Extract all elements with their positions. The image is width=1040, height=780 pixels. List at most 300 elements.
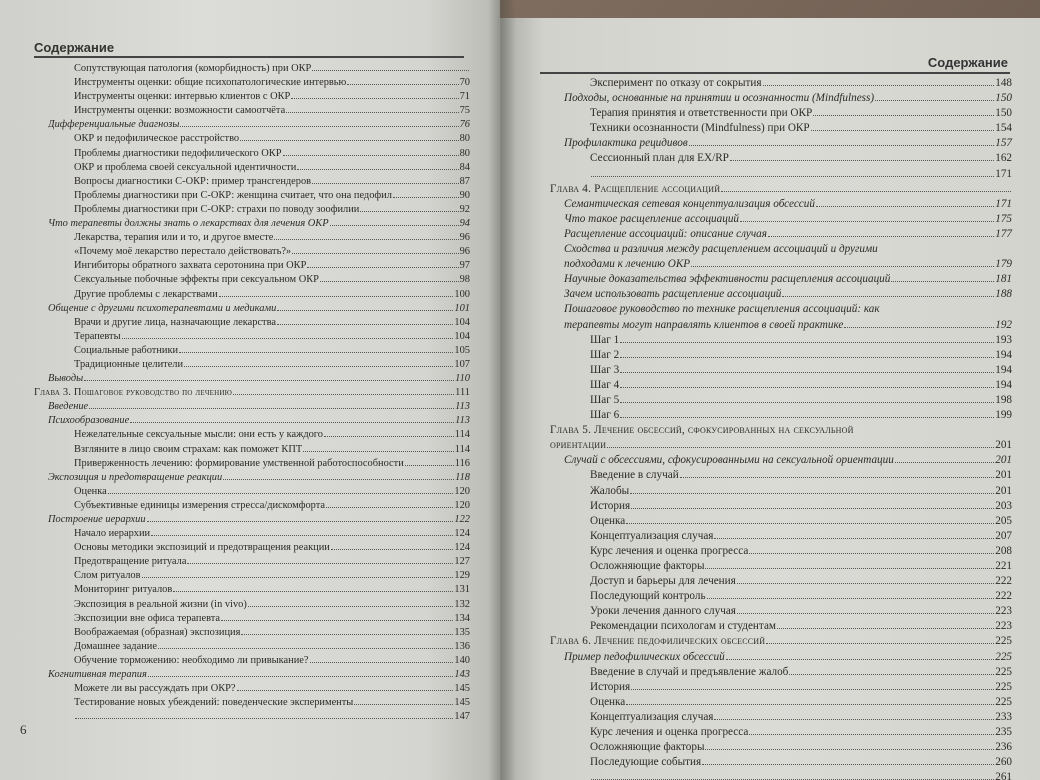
toc-page-number: 116 — [454, 457, 470, 469]
toc-page-number: 207 — [995, 529, 1012, 542]
toc-right — [550, 76, 1012, 780]
toc-entry-row — [550, 650, 1012, 665]
toc-page-number: 94 — [459, 218, 470, 230]
toc-entry-title: Пример педофилических обсессий — [564, 650, 725, 663]
toc-entry-title: Глава 4. Расщепление ассоциаций — [550, 182, 721, 195]
toc-chapter-row — [550, 182, 1012, 197]
toc-entry-title: Что терапевты должны знать о лекарствах для лечения ОКР — [48, 218, 329, 230]
toc-entry-row — [550, 76, 1012, 91]
toc-entry-title: Экспозиции вне офиса терапевта — [74, 612, 220, 624]
toc-entry-title: Нежелательные сексуальные мысли: они есть у каждого — [74, 429, 324, 441]
toc-leader-dots — [626, 696, 994, 705]
toc-leader-dots — [626, 515, 994, 524]
toc-entry-row — [550, 212, 1012, 227]
toc-entry-title: Оценка — [590, 695, 626, 708]
toc-leader-dots — [347, 77, 458, 85]
toc-leader-dots — [749, 726, 994, 735]
toc-entry-row — [550, 529, 1012, 544]
toc-page-number: 225 — [995, 650, 1012, 663]
toc-entry-row — [550, 151, 1012, 166]
toc-page-number: 233 — [995, 710, 1012, 723]
toc-page-number: 236 — [995, 741, 1012, 754]
toc-entry-title: Глава 6. Лечение педофилических обсессий — [550, 635, 766, 648]
toc-entry-title: Шаг 1 — [590, 333, 620, 346]
toc-leader-dots — [179, 344, 453, 352]
toc-page-number: 223 — [995, 605, 1012, 618]
toc-entry-title: Инструменты оценки: возможности самоотчёта — [74, 105, 286, 117]
toc-leader-dots — [84, 373, 454, 381]
toc-page-number: 96 — [459, 232, 470, 244]
toc-page-number: 260 — [995, 756, 1012, 769]
toc-entry-row — [34, 90, 470, 104]
toc-entry-row — [34, 569, 470, 583]
toc-leader-dots — [895, 454, 994, 463]
toc-page-number: 80 — [459, 133, 470, 145]
toc-entry-row — [550, 136, 1012, 151]
toc-entry-row — [34, 147, 470, 161]
toc-page-number: 105 — [454, 344, 470, 356]
toc-leader-dots — [108, 485, 454, 493]
toc-entry-row — [34, 443, 470, 457]
toc-leader-dots — [286, 105, 458, 113]
toc-entry-row — [34, 118, 470, 132]
toc-entry-row — [34, 104, 470, 118]
toc-leader-dots — [405, 457, 454, 465]
toc-leader-dots — [219, 288, 454, 296]
toc-entry-title: Введение — [48, 401, 89, 413]
toc-entry-row — [34, 175, 470, 189]
toc-leader-dots — [354, 697, 453, 705]
toc-leader-dots — [312, 175, 459, 183]
toc-entry-title: Доступ и барьеры для лечения — [590, 575, 736, 588]
toc-leader-dots — [726, 651, 995, 660]
toc-entry-row — [34, 288, 470, 302]
toc-entry-title: Основы методики экспозиций и предотвращения реакции — [74, 542, 330, 554]
toc-leader-dots — [147, 514, 454, 522]
toc-leader-dots — [320, 274, 459, 282]
toc-entry-row — [34, 400, 470, 414]
toc-entry-title: Что такое расщепление ассоциаций — [564, 212, 740, 225]
toc-entry-row — [550, 333, 1012, 348]
toc-entry-row — [550, 227, 1012, 242]
toc-page-number: 194 — [995, 363, 1012, 376]
toc-entry-row — [34, 203, 470, 217]
toc-leader-dots — [324, 429, 454, 437]
toc-page-number: 110 — [455, 373, 470, 385]
toc-entry-title: «Почему моё лекарство перестало действовать?» — [74, 246, 292, 258]
toc-entry-title: Курс лечения и оценка прогресса — [590, 544, 749, 557]
toc-leader-dots — [248, 598, 454, 606]
toc-leader-dots — [620, 349, 994, 358]
toc-page-number: 201 — [995, 454, 1012, 467]
toc-entry-title: Приверженность лечению: формирование умственной работоспособности — [74, 457, 404, 469]
toc-entry-title: Оценка — [74, 485, 107, 497]
toc-entry-row — [550, 619, 1012, 634]
toc-leader-dots — [240, 133, 458, 141]
toc-entry-title: Лекарства, терапия или и то, и другое вместе — [74, 232, 274, 244]
toc-entry-title: Концептуализация случая — [590, 529, 714, 542]
toc-leader-dots — [158, 640, 453, 648]
toc-leader-dots — [620, 379, 994, 388]
toc-entry-row — [34, 612, 470, 626]
toc-page-number: 114 — [454, 429, 470, 441]
toc-leader-dots — [816, 198, 994, 207]
toc-page-number: 208 — [995, 544, 1012, 557]
running-head-left: Содержание — [34, 40, 115, 55]
toc-leader-dots — [223, 471, 454, 479]
toc-page-number: 147 — [454, 711, 470, 723]
toc-entry-title: Начало иерархии — [74, 528, 151, 540]
toc-page-number: 171 — [995, 167, 1012, 180]
toc-entry-row — [34, 132, 470, 146]
toc-entry-title: Обучение торможению: необходимо ли привыкание? — [74, 654, 309, 666]
toc-entry-row — [34, 527, 470, 541]
toc-leader-dots — [221, 612, 453, 620]
toc-entry-title: Рекомендации психологам и студентам — [590, 620, 776, 633]
toc-entry-title: Последующие события — [590, 756, 702, 769]
toc-page-number: 84 — [459, 161, 470, 173]
toc-leader-dots — [591, 771, 994, 780]
toc-page-number: 75 — [459, 105, 470, 117]
toc-page-number: 198 — [995, 393, 1012, 406]
toc-entry-title: ОКР и педофилическое расстройство — [74, 133, 240, 145]
toc-page-number: 129 — [454, 570, 470, 582]
page-number: 6 — [20, 722, 27, 737]
toc-leader-dots — [691, 258, 994, 267]
toc-leader-dots — [241, 626, 453, 634]
toc-leader-dots — [813, 107, 994, 116]
toc-entry-title: Расщепление ассоциаций: описание случая — [564, 227, 767, 240]
toc-entry-row — [34, 316, 470, 330]
toc-page-number: 124 — [454, 542, 470, 554]
toc-entry-title: Введение в случай и предъявление жалоб — [590, 665, 789, 678]
toc-page-number: 114 — [454, 443, 470, 455]
toc-leader-dots — [630, 484, 994, 493]
toc-leader-dots — [714, 530, 994, 539]
toc-entry-row — [550, 514, 1012, 529]
toc-entry-row — [550, 544, 1012, 559]
toc-entry-title: Пошаговое руководство по технике расщепления ассоциаций: как — [564, 303, 880, 316]
toc-leader-dots — [777, 620, 994, 629]
toc-entry-row — [550, 770, 1012, 780]
toc-entry-row — [550, 197, 1012, 212]
toc-leader-dots — [620, 334, 994, 343]
toc-entry-title: Оценка — [590, 514, 626, 527]
toc-leader-dots — [187, 556, 453, 564]
toc-page-number: 181 — [995, 273, 1012, 286]
toc-leader-dots — [811, 122, 995, 131]
toc-leader-dots — [702, 756, 994, 765]
book-gutter — [488, 0, 516, 780]
toc-entry-title: Когнитивная терапия — [48, 669, 147, 681]
toc-leader-dots — [768, 228, 994, 237]
toc-page-number: 148 — [995, 77, 1012, 89]
toc-page-number: 113 — [455, 415, 470, 427]
toc-leader-dots — [277, 316, 453, 324]
toc-page-number: 201 — [995, 469, 1012, 482]
toc-entry-title: История — [590, 499, 631, 512]
toc-entry-title: Традиционные целители — [74, 358, 184, 370]
toc-page-number: 132 — [454, 598, 470, 610]
toc-entry-row — [34, 330, 470, 344]
running-head-right: Содержание — [927, 55, 1008, 70]
toc-page-number: 225 — [995, 680, 1012, 693]
toc-leader-dots — [233, 387, 454, 395]
toc-entry-row — [34, 231, 470, 245]
toc-leader-dots — [310, 654, 454, 662]
toc-page-number: 194 — [995, 348, 1012, 361]
toc-page-number: 192 — [995, 318, 1012, 331]
toc-page-number: 96 — [459, 246, 470, 258]
toc-page-number: 150 — [995, 92, 1012, 105]
toc-entry-row — [34, 471, 470, 485]
toc-entry-title: Субъективные единицы измерения стресса/дискомфорта — [74, 499, 326, 511]
toc-leader-dots — [297, 161, 458, 169]
toc-entry-row — [550, 408, 1012, 423]
toc-entry-row — [34, 76, 470, 90]
toc-entry-row — [550, 589, 1012, 604]
toc-chapter-row — [34, 386, 470, 400]
toc-entry-row — [550, 680, 1012, 695]
toc-entry-title: Введение в случай — [590, 469, 679, 482]
toc-entry-row — [34, 302, 470, 316]
toc-entry-row — [34, 344, 470, 358]
toc-page-number: 97 — [459, 260, 470, 272]
toc-leader-dots — [148, 669, 454, 677]
toc-entry-row — [34, 457, 470, 471]
toc-leader-dots — [180, 119, 458, 127]
toc-page-number: 104 — [454, 330, 470, 342]
toc-page-number: 118 — [455, 471, 470, 483]
toc-page-number: 235 — [995, 726, 1012, 739]
toc-leader-dots — [789, 666, 994, 675]
toc-page-number: 131 — [454, 584, 470, 596]
toc-entry-title: Концептуализация случая — [590, 710, 714, 723]
toc-leader-dots — [130, 415, 454, 423]
toc-leader-dots — [721, 183, 1011, 192]
toc-page-number: 90 — [459, 189, 470, 201]
toc-entry-row — [34, 245, 470, 259]
toc-chapter-row — [550, 423, 1012, 438]
toc-entry-row — [550, 695, 1012, 710]
toc-entry-row — [550, 287, 1012, 302]
toc-leader-dots — [844, 318, 994, 327]
toc-entry-row — [34, 259, 470, 273]
toc-leader-dots — [330, 218, 459, 226]
toc-entry-title: Общение с другими психотерапевтами и медиками — [48, 302, 277, 314]
toc-entry-title: Шаг 2 — [590, 348, 620, 361]
toc-page-number: 177 — [995, 227, 1012, 240]
toc-entry-title: Экспозиция и предотвращение реакции — [48, 471, 223, 483]
toc-page-number: 225 — [995, 695, 1012, 708]
toc-entry-row — [34, 626, 470, 640]
toc-page-number: 150 — [995, 107, 1012, 120]
toc-entry-row — [550, 106, 1012, 121]
toc-page-number: 76 — [459, 119, 470, 131]
toc-entry-row — [34, 414, 470, 428]
toc-page-number: 201 — [995, 484, 1012, 497]
toc-leader-dots — [680, 469, 995, 478]
toc-leader-dots — [705, 560, 994, 569]
toc-entry-title: Случай с обсессиями, сфокусированными на сексуальной ориентации — [564, 454, 894, 467]
toc-page-number: 225 — [995, 665, 1012, 678]
toc-page-number: 221 — [995, 560, 1012, 572]
left-page — [0, 0, 500, 780]
toc-leader-dots — [142, 570, 454, 578]
toc-leader-dots — [737, 605, 994, 614]
head-rule-right — [540, 72, 1010, 74]
toc-entry-title: Глава 5. Лечение обсессий, сфокусированных на сексуальной — [550, 424, 854, 437]
toc-entry-row — [550, 453, 1012, 468]
toc-leader-dots — [766, 635, 994, 644]
toc-page-number: 120 — [454, 485, 470, 497]
toc-leader-dots — [707, 590, 995, 599]
toc-entry-title: Осложняющие факторы — [590, 741, 705, 754]
toc-entry-title: Шаг 3 — [590, 363, 620, 376]
toc-entry-title: Жалобы — [590, 484, 630, 497]
toc-leader-dots — [303, 443, 454, 451]
toc-page-number: 120 — [454, 499, 470, 511]
toc-page-number: 225 — [995, 635, 1012, 648]
toc-entry-title: Шаг 5 — [590, 393, 620, 406]
toc-entry-row — [34, 189, 470, 203]
toc-entry-row — [550, 665, 1012, 680]
toc-leader-dots — [782, 288, 994, 297]
toc-page-number: 145 — [454, 683, 470, 695]
toc-leader-dots — [89, 401, 454, 409]
toc-entry-row — [34, 583, 470, 597]
toc-entry-title: Взгляните в лицо своим страхам: как поможет КПТ — [74, 443, 303, 455]
toc-entry-row — [550, 302, 1012, 317]
toc-leader-dots — [620, 364, 994, 373]
toc-entry-row — [34, 485, 470, 499]
toc-entry-title: Психообразование — [48, 415, 130, 427]
toc-entry-row — [550, 710, 1012, 725]
toc-entry-row — [34, 372, 470, 386]
toc-page-number: 92 — [459, 203, 470, 215]
toc-page-number: 122 — [454, 514, 470, 525]
toc-entry-row — [550, 574, 1012, 589]
toc-page-number: 111 — [455, 387, 470, 399]
toc-leader-dots — [122, 330, 454, 338]
toc-entry-title: Врачи и другие лица, назначающие лекарства — [74, 316, 276, 328]
toc-entry-title: Подходы, основанные на принятии и осознанности (Mindfulness) — [564, 92, 875, 105]
toc-page-number: 134 — [454, 612, 470, 624]
toc-entry-row — [550, 257, 1012, 272]
toc-entry-row — [34, 62, 470, 76]
toc-page-number: 124 — [454, 528, 470, 540]
toc-entry-title: Социальные работники — [74, 344, 179, 356]
toc-entry-row — [34, 710, 470, 724]
toc-entry-title: Воображаемая (образная) экспозиция — [74, 626, 241, 638]
toc-entry-title: подходами к лечению ОКР — [564, 258, 691, 271]
toc-entry-row — [34, 513, 470, 527]
toc-left — [34, 62, 470, 724]
toc-entry-row — [550, 604, 1012, 619]
toc-leader-dots — [283, 147, 459, 155]
toc-entry-row — [34, 696, 470, 710]
toc-entry-row — [34, 682, 470, 696]
toc-page-number: 222 — [995, 590, 1012, 603]
toc-page-number: 188 — [995, 288, 1012, 301]
toc-entry-title: Предотвращение ритуала — [74, 556, 187, 568]
toc-entry-row — [34, 217, 470, 231]
toc-entry-row — [34, 541, 470, 555]
toc-entry-title: Вопросы диагностики С-ОКР: пример трансгендеров — [74, 175, 312, 187]
toc-leader-dots — [689, 137, 995, 146]
toc-entry-title: Дифференциальные диагнозы — [48, 119, 180, 131]
toc-leader-dots — [620, 409, 994, 418]
toc-leader-dots — [274, 232, 458, 240]
toc-entry-title: Экспозиция в реальной жизни (in vivo) — [74, 598, 247, 610]
toc-entry-title: Построение иерархии — [48, 514, 146, 525]
toc-entry-row — [550, 167, 1012, 182]
toc-leader-dots — [151, 528, 453, 536]
toc-entry-title: Слом ритуалов — [74, 570, 141, 582]
toc-page-number: 140 — [454, 654, 470, 666]
toc-entry-row — [550, 559, 1012, 574]
toc-leader-dots — [891, 273, 994, 282]
toc-entry-row — [550, 272, 1012, 287]
toc-page-number: 171 — [995, 197, 1012, 210]
toc-entry-title: Выводы — [48, 373, 84, 385]
toc-entry-title: Мониторинг ритуалов — [74, 584, 173, 596]
toc-page-number: 162 — [995, 152, 1012, 165]
toc-leader-dots — [393, 189, 459, 197]
toc-page-number: 223 — [995, 620, 1012, 633]
toc-leader-dots — [292, 246, 458, 254]
toc-entry-title: Терапия принятия и ответственности при ОКР — [590, 107, 813, 120]
toc-chapter-row — [550, 438, 1012, 453]
toc-entry-title: Ингибиторы обратного захвата серотонина при ОКР — [74, 260, 307, 272]
head-rule-left — [34, 56, 464, 58]
toc-entry-row — [34, 555, 470, 569]
toc-entry-title: Осложняющие факторы — [590, 560, 705, 572]
toc-leader-dots — [705, 741, 994, 750]
toc-leader-dots — [631, 500, 994, 509]
toc-entry-title: Сходства и различия между расщеплением ассоциаций и другими — [564, 243, 878, 256]
toc-leader-dots — [173, 584, 453, 592]
toc-entry-title: Профилактика рецидивов — [564, 137, 688, 150]
toc-entry-row — [550, 121, 1012, 136]
toc-leader-dots — [277, 302, 453, 310]
toc-leader-dots — [620, 394, 994, 403]
toc-entry-title: Инструменты оценки: общие психопатологические интервью — [74, 77, 347, 89]
toc-page-number: 136 — [454, 640, 470, 652]
toc-page-number: 100 — [454, 288, 470, 300]
toc-entry-title: Научные доказательства эффективности расщепления ассоциаций — [564, 273, 891, 286]
toc-entry-title: Сексуальные побочные эффекты при сексуальном ОКР — [74, 274, 319, 286]
toc-entry-title: Проблемы диагностики при С-ОКР: страхи по поводу зоофилии — [74, 203, 360, 215]
toc-leader-dots — [237, 683, 454, 691]
toc-leader-dots — [331, 542, 454, 550]
toc-page-number: 157 — [995, 137, 1012, 150]
toc-page-number: 154 — [995, 122, 1012, 135]
toc-entry-row — [550, 363, 1012, 378]
toc-entry-title: Тестирование новых убеждений: поведенческие эксперименты — [74, 697, 354, 709]
toc-leader-dots — [360, 203, 458, 211]
toc-entry-row — [550, 725, 1012, 740]
toc-entry-row — [34, 640, 470, 654]
toc-entry-title: Терапевты — [74, 330, 121, 342]
toc-leader-dots — [763, 77, 995, 86]
toc-entry-title: Другие проблемы с лекарствами — [74, 288, 218, 300]
toc-entry-title: Зачем использовать расщепление ассоциаций — [564, 288, 782, 301]
toc-page-number: 145 — [454, 697, 470, 709]
toc-leader-dots — [291, 91, 458, 99]
toc-leader-dots — [631, 681, 994, 690]
toc-page-number: 101 — [454, 302, 470, 314]
